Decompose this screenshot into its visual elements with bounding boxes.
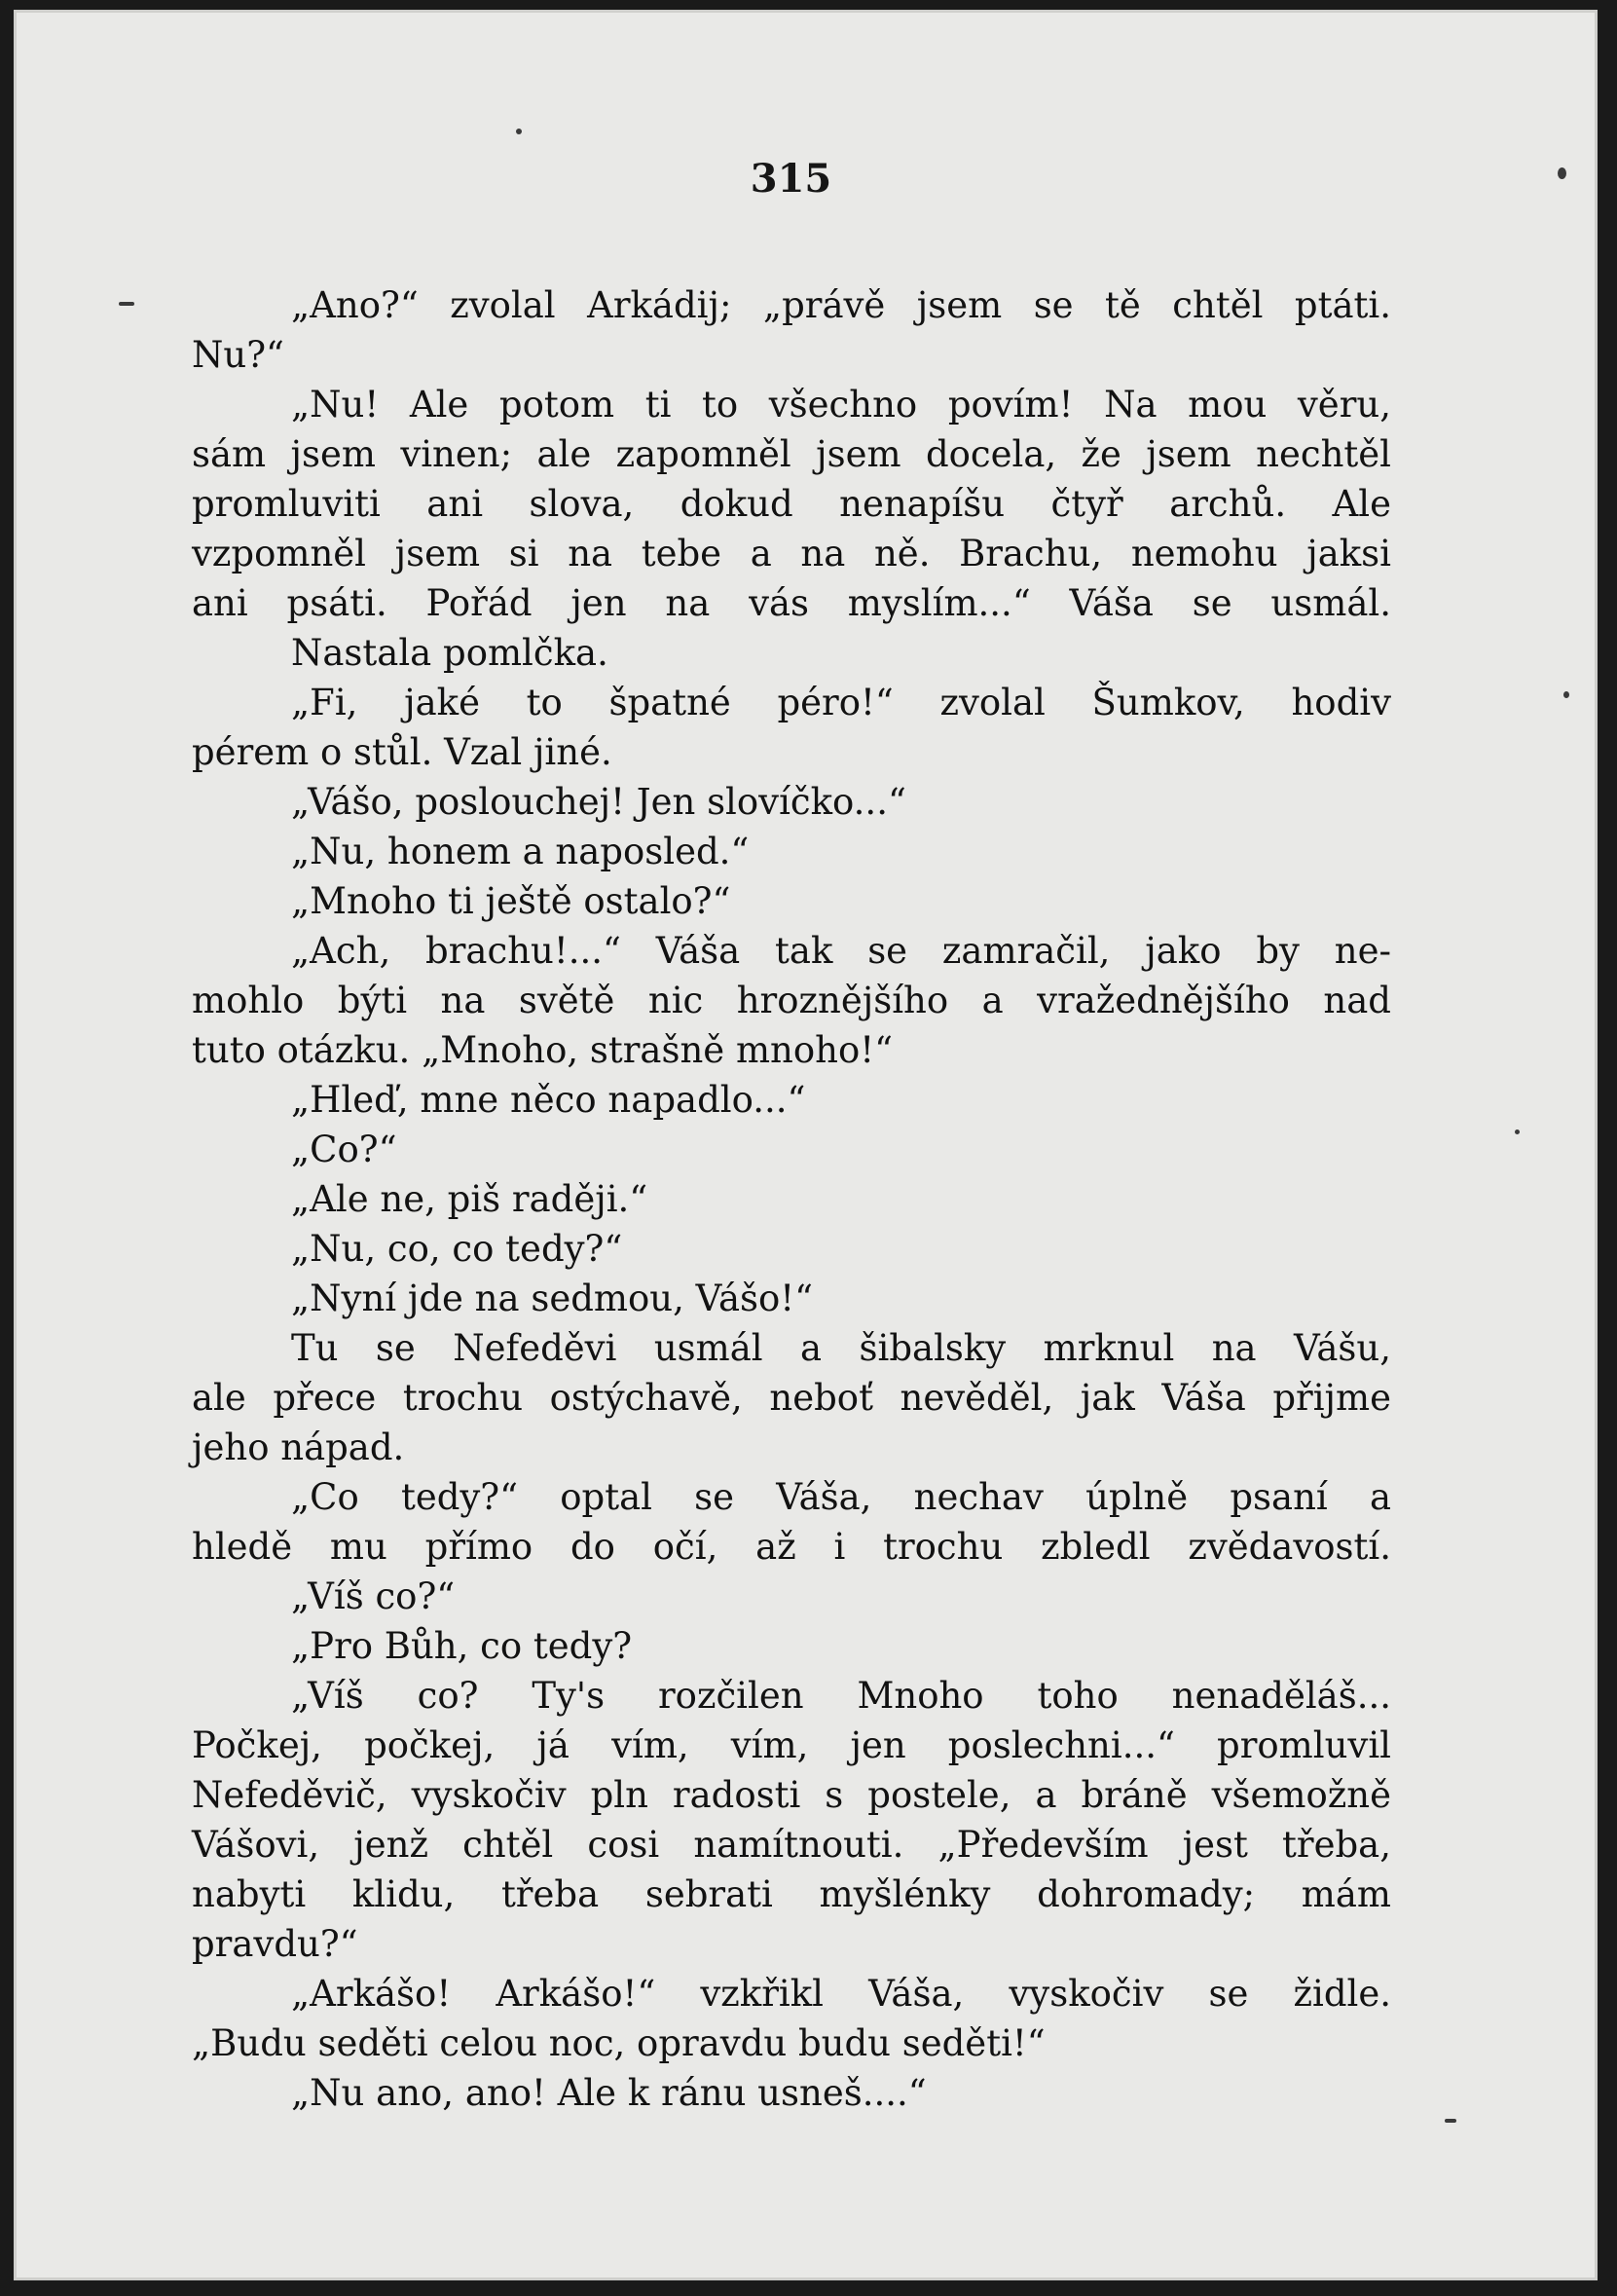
text-line: „Budu seděti celou noc, opravdu budu seděti!“ (192, 2022, 1046, 2064)
text-line: Nefeděvič, vyskočiv pln radosti s postele, a bráně všemožně (192, 1774, 1391, 1816)
text-line: Nastala pomlčka. (291, 632, 608, 674)
text-line: „Co?“ (291, 1129, 397, 1170)
text-line: „Ale ne, piš raději.“ (291, 1178, 648, 1220)
text-line: pravdu?“ (192, 1923, 358, 1965)
body-text (192, 280, 1391, 2118)
text-line: pérem o stůl. Vzal jiné. (192, 731, 612, 773)
text-line: „Mnoho ti ještě ostalo?“ (291, 880, 731, 922)
text-line: sám jsem vinen; ale zapomněl jsem docela, že jsem nechtěl (192, 433, 1391, 475)
print-speck (1515, 1129, 1520, 1134)
text-line: nabyti klidu, třeba sebrati myšlénky dohromady; mám (192, 1873, 1391, 1915)
text-line: „Nu, co, co tedy?“ (291, 1228, 623, 1270)
text-line: „Ach, brachu!...“ Váša tak se zamračil, jako by ne- (291, 930, 1391, 972)
text-line: promluviti ani slova, dokud nenapíšu čtyř archů. Ale (192, 483, 1391, 525)
text-line: „Nu ano, ano! Ale k ránu usneš....“ (291, 2072, 927, 2114)
text-line: „Fi, jaké to špatné péro!“ zvolal Šumkov, hodiv (291, 682, 1391, 723)
text-line: „Nu! Ale potom ti to všechno povím! Na mou věru, (291, 384, 1391, 426)
text-line: ani psáti. Pořád jen na vás myslím...“ Váša se usmál. (192, 582, 1391, 624)
text-line: „Nu, honem a naposled.“ (291, 831, 750, 872)
text-line: „Víš co?“ (291, 1575, 456, 1617)
text-line: Vášovi, jenž chtěl cosi namítnouti. „Především jest třeba, (192, 1824, 1391, 1866)
text-line: „Víš co? Ty's rozčilen Mnoho toho nenaděláš... (291, 1675, 1391, 1717)
text-line: „Co tedy?“ optal se Váša, nechav úplně psaní a (291, 1476, 1391, 1518)
text-line: jeho nápad. (192, 1426, 405, 1468)
print-speck (1558, 167, 1566, 179)
text-line: vzpomněl jsem si na tebe a na ně. Brachu, nemohu jaksi (192, 533, 1391, 574)
print-speck (1563, 691, 1569, 698)
text-line: Nu?“ (192, 334, 284, 376)
text-line: „Vášo, poslouchej! Jen slovíčko...“ (291, 781, 906, 823)
text-line: mohlo býti na světě nic hroznějšího a vražednějšího nad (192, 980, 1391, 1021)
print-speck (516, 129, 522, 134)
text-line: „Arkášo! Arkášo!“ vzkřikl Váša, vyskočiv se židle. (291, 1973, 1391, 2015)
book-page (14, 10, 1598, 2280)
text-line: „Hleď, mne něco napadlo...“ (291, 1079, 806, 1121)
text-line: „Pro Bůh, co tedy? (291, 1625, 633, 1667)
text-line: Tu se Nefeděvi usmál a šibalsky mrknul na Vášu, (291, 1327, 1391, 1369)
text-line: „Nyní jde na sedmou, Vášo!“ (291, 1278, 814, 1319)
text-line: „Ano?“ zvolal Arkádij; „právě jsem se tě chtěl ptáti. (291, 284, 1391, 326)
page-number: 315 (750, 156, 832, 202)
text-line: Počkej, počkej, já vím, vím, jen poslechni...“ promluvil (192, 1724, 1391, 1766)
text-line: ale přece trochu ostýchavě, neboť nevěděl, jak Váša přijme (192, 1377, 1391, 1419)
print-speck (1445, 2119, 1456, 2123)
text-line: tuto otázku. „Mnoho, strašně mnoho!“ (192, 1029, 894, 1071)
text-line: hledě mu přímo do očí, až i trochu zbledl zvědavostí. (192, 1526, 1391, 1568)
print-speck (119, 302, 134, 306)
